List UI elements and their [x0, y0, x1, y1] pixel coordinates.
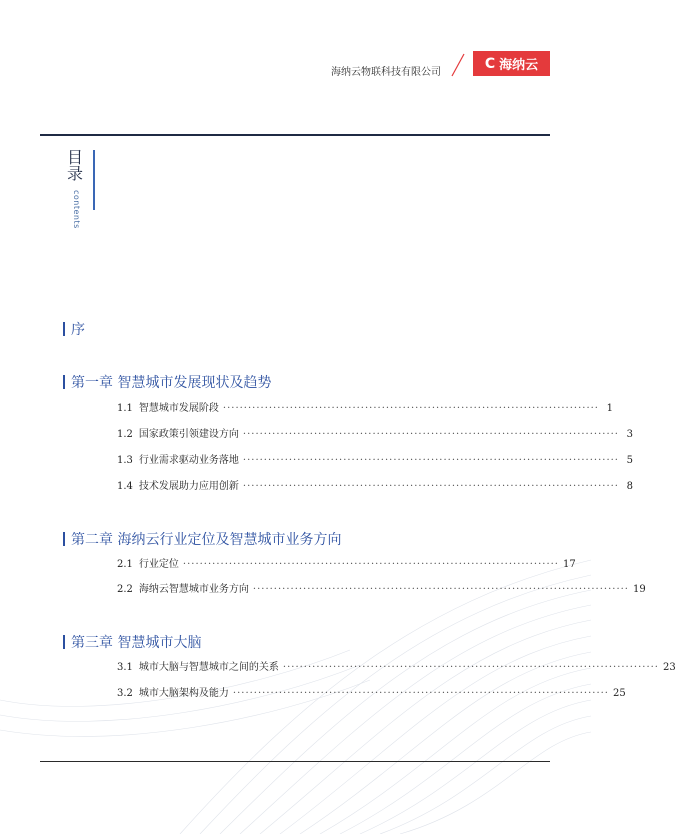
toc-entry-1-2[interactable]: [117, 425, 633, 440]
heading-bar: [63, 322, 65, 336]
leader-dots: ··························································································: [242, 429, 619, 440]
toc-entry-3-1[interactable]: [117, 658, 676, 673]
chapter-3-title: 第三章 智慧城市大脑: [71, 635, 202, 651]
leader-dots: ··························································································: [252, 584, 629, 595]
toc-title-char-1: 目: [67, 148, 84, 167]
toc-accent-bar: [93, 150, 95, 210]
toc-entry-1-3[interactable]: [117, 451, 633, 466]
toc-title: [67, 150, 83, 182]
entry-label: 智慧城市发展阶段: [138, 403, 219, 414]
heading-bar: [63, 532, 65, 546]
heading-bar: [63, 375, 65, 389]
entry-label: 城市大脑架构及能力: [138, 688, 229, 699]
company-name: 海纳云物联科技有限公司: [331, 67, 441, 78]
toc-entry-2-1[interactable]: [117, 555, 576, 570]
chapter-1-heading[interactable]: [63, 372, 271, 392]
leader-dots: ··························································································: [222, 403, 599, 414]
entry-page: 23: [663, 662, 676, 673]
toc-title-char-2: 录: [67, 164, 84, 183]
bottom-divider: [40, 761, 550, 762]
entry-page: 25: [613, 688, 626, 699]
top-divider: [40, 134, 550, 136]
entry-number: 1.2: [117, 429, 133, 440]
chapter-1-title: 第一章 智慧城市发展现状及趋势: [71, 375, 272, 391]
entry-number: 1.4: [117, 481, 133, 492]
entry-label: 海纳云智慧城市业务方向: [138, 584, 249, 595]
logo-text: 海纳云: [499, 58, 539, 73]
entry-number: 3.1: [117, 662, 133, 673]
entry-label: 行业需求驱动业务落地: [138, 455, 239, 466]
leader-dots: ··························································································: [242, 455, 619, 466]
chapter-2-title: 第二章 海纳云行业定位及智慧城市业务方向: [71, 532, 342, 548]
toc-entry-3-2[interactable]: [117, 684, 626, 699]
logo-symbol: C: [484, 55, 496, 72]
leader-dots: ··························································································: [242, 481, 619, 492]
toc-entry-1-4[interactable]: [117, 477, 633, 492]
entry-label: 城市大脑与智慧城市之间的关系: [138, 662, 279, 673]
leader-dots: ··························································································: [282, 662, 659, 673]
entry-page: 5: [626, 455, 633, 466]
entry-number: 2.2: [117, 584, 133, 595]
entry-page: 17: [563, 559, 576, 570]
chapter-3-heading[interactable]: [63, 632, 201, 652]
entry-label: 行业定位: [138, 559, 179, 570]
leader-dots: ··························································································: [182, 559, 559, 570]
entry-page: 3: [626, 429, 633, 440]
slash-divider: [451, 53, 465, 77]
preface-heading[interactable]: [63, 319, 85, 339]
leader-dots: ··························································································: [232, 688, 609, 699]
entry-label: 技术发展助力应用创新: [138, 481, 239, 492]
entry-number: 1.3: [117, 455, 133, 466]
entry-page: 1: [606, 403, 613, 414]
brand-logo: [473, 51, 550, 76]
entry-number: 3.2: [117, 688, 133, 699]
entry-label: 国家政策引领建设方向: [138, 429, 239, 440]
entry-page: 19: [633, 584, 646, 595]
entry-number: 2.1: [117, 559, 133, 570]
entry-number: 1.1: [117, 403, 133, 414]
entry-page: 8: [626, 481, 633, 492]
chapter-2-heading[interactable]: [63, 529, 341, 549]
toc-subtitle: contents: [72, 190, 81, 229]
heading-bar: [63, 635, 65, 649]
toc-entry-1-1[interactable]: [117, 399, 613, 414]
toc-entry-2-2[interactable]: [117, 580, 646, 595]
preface-label: 序: [71, 322, 85, 338]
